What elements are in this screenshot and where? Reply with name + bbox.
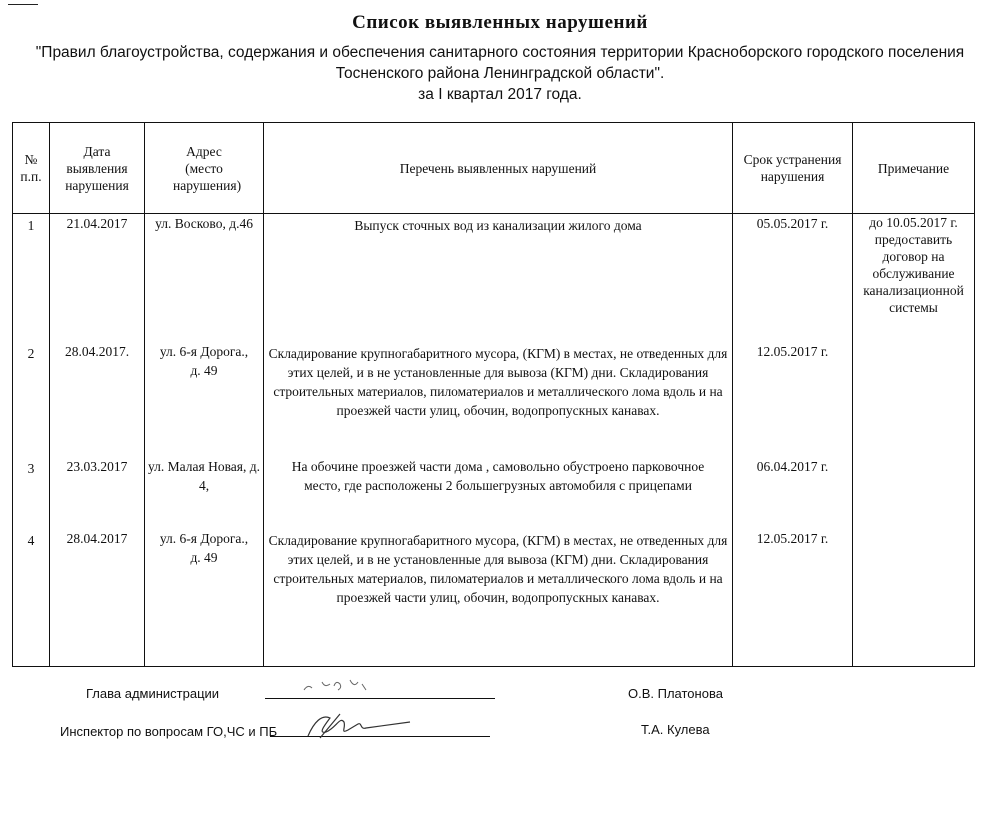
row-address: ул. Восково, д.46 — [145, 214, 264, 343]
row-deadline: 05.05.2017 г. — [733, 214, 853, 343]
header-note: Примечание — [853, 123, 975, 214]
head-signature-mark — [300, 672, 380, 698]
violations-table — [12, 122, 975, 667]
row-note: до 10.05.2017 г. предоставить договор на обслуживание канализационной системы — [853, 214, 975, 343]
inspector-title: Инспектор по вопросам ГО,ЧС и ПБ — [60, 724, 278, 739]
document-header — [0, 12, 1000, 105]
header-num: № п.п. — [13, 123, 50, 214]
subtitle-line-1: "Правил благоустройства, содержания и обеспечения санитарного состояния территории Красноборского городского поселения — [35, 44, 965, 61]
head-signature-line — [265, 698, 495, 699]
row-address: ул. Малая Новая, д. 4, — [145, 457, 264, 529]
header-list: Перечень выявленных нарушений — [264, 123, 733, 214]
subtitle-line-2: Тосненского района Ленинградской области". — [335, 65, 665, 82]
row-deadline: 12.05.2017 г. — [733, 529, 853, 667]
inspector-signature-mark — [300, 708, 430, 744]
row-deadline: 12.05.2017 г. — [733, 342, 853, 457]
head-name: О.В. Платонова — [628, 686, 723, 701]
table-row — [13, 214, 975, 343]
table-row — [13, 457, 975, 529]
document-title: Список выявленных нарушений — [352, 12, 648, 33]
row-note — [853, 529, 975, 667]
row-note — [853, 342, 975, 457]
row-description: Складирование крупногабаритного мусора, (КГМ) в местах, не отведенных для этих целей, и в не установленные для вывоза (КГМ) дни. Складирования строительных материалов, пиломатериалов и металлического лома вдоль и на проезжей части улиц, обочин, водопропускных канавах. — [264, 342, 733, 457]
row-num: 3 — [13, 457, 50, 529]
row-deadline: 06.04.2017 г. — [733, 457, 853, 529]
row-date: 21.04.2017 — [50, 214, 145, 343]
header-date: Дата выявления нарушения — [50, 123, 145, 214]
row-date: 28.04.2017 — [50, 529, 145, 667]
row-address: ул. 6-я Дорога., д. 49 — [145, 529, 264, 667]
row-description: На обочине проезжей части дома , самовольно обустроено парковочное место, где расположены 2 большегрузных автомобиля с прицепами — [264, 457, 733, 529]
row-date: 28.04.2017. — [50, 342, 145, 457]
row-description: Выпуск сточных вод из канализации жилого дома — [264, 214, 733, 343]
inspector-name: Т.А. Кулева — [641, 722, 710, 737]
subtitle-line-3: за I квартал 2017 года. — [418, 86, 582, 103]
row-num: 1 — [13, 214, 50, 343]
corner-mark — [8, 4, 38, 5]
head-title: Глава администрации — [86, 686, 220, 701]
row-num: 2 — [13, 342, 50, 457]
row-date: 23.03.2017 — [50, 457, 145, 529]
header-address: Адрес (место нарушения) — [145, 123, 264, 214]
table-row — [13, 529, 975, 667]
table-header-row — [13, 123, 975, 214]
header-deadline: Срок устранения нарушения — [733, 123, 853, 214]
document-subtitle — [0, 42, 1000, 105]
table-row — [13, 342, 975, 457]
row-num: 4 — [13, 529, 50, 667]
row-note — [853, 457, 975, 529]
row-description: Складирование крупногабаритного мусора, (КГМ) в местах, не отведенных для этих целей, и в не установленные для вывоза (КГМ) дни. Складирования строительных материалов, пиломатериалов и металлического лома вдоль и на проезжей части улиц, обочин, водопропускных канавах. — [264, 529, 733, 667]
row-address: ул. 6-я Дорога., д. 49 — [145, 342, 264, 457]
